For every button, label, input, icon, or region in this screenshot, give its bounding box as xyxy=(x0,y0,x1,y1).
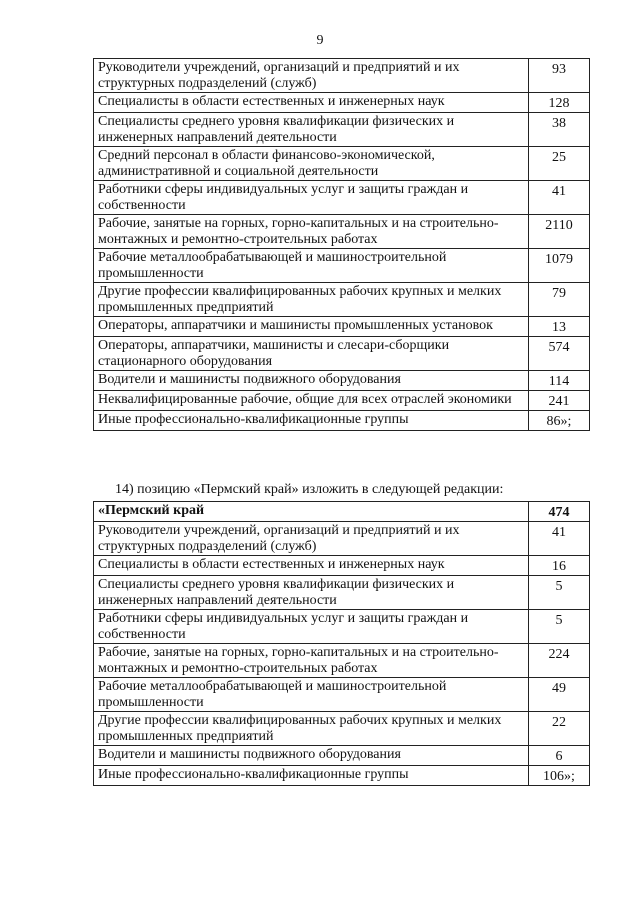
table-row xyxy=(94,411,590,431)
row-label: Специалисты в области естественных и инженерных наук xyxy=(94,556,529,576)
table-row xyxy=(94,576,590,610)
row-label: Специалисты в области естественных и инженерных наук xyxy=(94,93,529,113)
row-value: 13 xyxy=(529,317,590,337)
row-value: 41 xyxy=(529,522,590,556)
row-value: 128 xyxy=(529,93,590,113)
row-label: Руководители учреждений, организаций и предприятий и их структурных подразделений (служб) xyxy=(94,522,529,556)
table-row xyxy=(94,746,590,766)
region-total: 474 xyxy=(529,502,590,522)
row-label: Иные профессионально-квалификационные группы xyxy=(94,766,529,786)
row-label: Операторы, аппаратчики и машинисты промышленных установок xyxy=(94,317,529,337)
table-row xyxy=(94,249,590,283)
row-label: Другие профессии квалифицированных рабочих крупных и мелких промышленных предприятий xyxy=(94,283,529,317)
table-row xyxy=(94,215,590,249)
row-value: 114 xyxy=(529,371,590,391)
table-row xyxy=(94,712,590,746)
row-label: Рабочие металлообрабатывающей и машиностроительной промышленности xyxy=(94,249,529,283)
table-row xyxy=(94,93,590,113)
row-label: Операторы, аппаратчики, машинисты и слесари-сборщики стационарного оборудования xyxy=(94,337,529,371)
table-row xyxy=(94,371,590,391)
table-row xyxy=(94,181,590,215)
row-label: Руководители учреждений, организаций и предприятий и их структурных подразделений (служб) xyxy=(94,59,529,93)
table-row xyxy=(94,59,590,93)
row-value: 5 xyxy=(529,576,590,610)
row-value: 49 xyxy=(529,678,590,712)
row-label: Рабочие металлообрабатывающей и машиностроительной промышленности xyxy=(94,678,529,712)
table-row xyxy=(94,610,590,644)
row-value: 224 xyxy=(529,644,590,678)
row-label: Работники сферы индивидуальных услуг и защиты граждан и собственности xyxy=(94,610,529,644)
row-label: Специалисты среднего уровня квалификации физических и инженерных направлений деятельности xyxy=(94,113,529,147)
row-label: Специалисты среднего уровня квалификации физических и инженерных направлений деятельности xyxy=(94,576,529,610)
table-row xyxy=(94,147,590,181)
table-row xyxy=(94,556,590,576)
row-label: Водители и машинисты подвижного оборудования xyxy=(94,371,529,391)
profession-table-1 xyxy=(93,58,590,431)
table-row xyxy=(94,113,590,147)
row-value: 241 xyxy=(529,391,590,411)
row-value: 41 xyxy=(529,181,590,215)
row-value: 6 xyxy=(529,746,590,766)
row-value: 5 xyxy=(529,610,590,644)
row-value: 38 xyxy=(529,113,590,147)
perm-region-table xyxy=(93,501,590,786)
row-label: Работники сферы индивидуальных услуг и защиты граждан и собственности xyxy=(94,181,529,215)
row-label: Иные профессионально-квалификационные группы xyxy=(94,411,529,431)
row-value: 1079 xyxy=(529,249,590,283)
table-row xyxy=(94,317,590,337)
table-row xyxy=(94,644,590,678)
row-value: 25 xyxy=(529,147,590,181)
row-value: 22 xyxy=(529,712,590,746)
row-value: 16 xyxy=(529,556,590,576)
amendment-instruction: 14) позицию «Пермский край» изложить в следующей редакции: xyxy=(115,482,504,497)
row-label: Рабочие, занятые на горных, горно-капитальных и на строительно-монтажных и ремонтно-строительных работах xyxy=(94,215,529,249)
row-label: Неквалифицированные рабочие, общие для всех отраслей экономики xyxy=(94,391,529,411)
table-row xyxy=(94,391,590,411)
region-name: «Пермский край xyxy=(94,502,529,522)
region-header-row xyxy=(94,502,590,522)
row-label: Другие профессии квалифицированных рабочих крупных и мелких промышленных предприятий xyxy=(94,712,529,746)
table-row xyxy=(94,522,590,556)
row-value: 93 xyxy=(529,59,590,93)
row-value: 574 xyxy=(529,337,590,371)
row-value: 106»; xyxy=(529,766,590,786)
row-label: Средний персонал в области финансово-экономической, административной и социальной деятельности xyxy=(94,147,529,181)
row-value: 2110 xyxy=(529,215,590,249)
table-row xyxy=(94,766,590,786)
table-row xyxy=(94,678,590,712)
table-row xyxy=(94,283,590,317)
table-row xyxy=(94,337,590,371)
row-label: Рабочие, занятые на горных, горно-капитальных и на строительно-монтажных и ремонтно-строительных работах xyxy=(94,644,529,678)
row-label: Водители и машинисты подвижного оборудования xyxy=(94,746,529,766)
row-value: 79 xyxy=(529,283,590,317)
page-number: 9 xyxy=(316,33,324,48)
row-value: 86»; xyxy=(529,411,590,431)
